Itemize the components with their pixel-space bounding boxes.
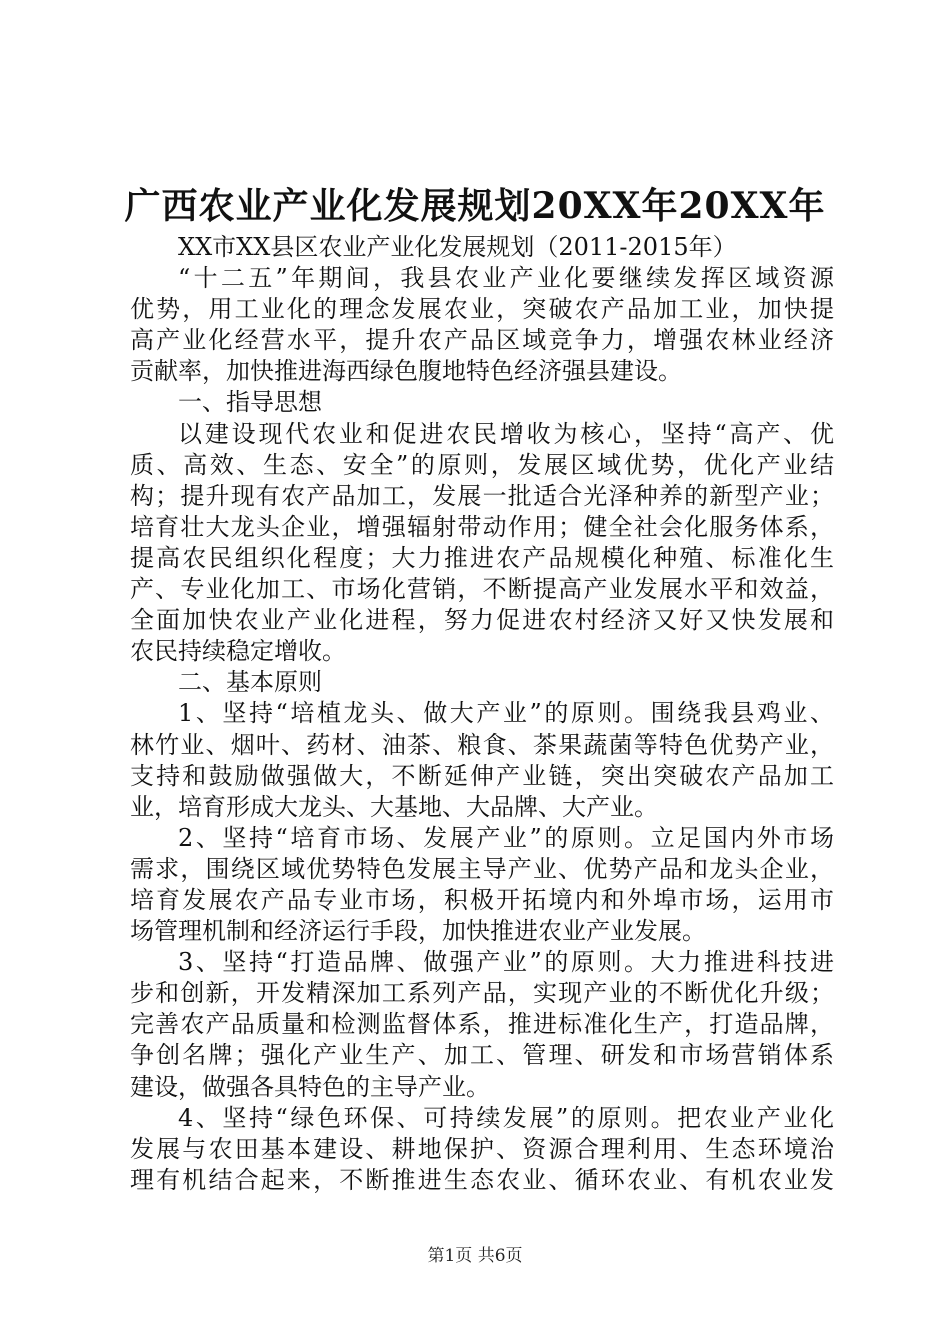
text-line: 业，培育形成大龙头、大基地、大品牌、大产业。 — [130, 792, 658, 821]
text-line: 优势，用工业化的理念发展农业，突破农产品加工业，加快提 — [130, 295, 834, 324]
text-line: “十二五”年期间，我县农业产业化要继续发挥区域资源 — [178, 264, 834, 293]
text-line: 完善农产品质量和检测监督体系，推进标准化生产，打造品牌， — [130, 1010, 834, 1039]
text-line: 建设，做强各具特色的主导产业。 — [130, 1072, 490, 1101]
text-line: 理有机结合起来，不断推进生态农业、循环农业、有机农业发 — [130, 1165, 834, 1194]
document-title: 广西农业产业化发展规划20XX年20XX年 — [124, 185, 826, 227]
text-line: 农民持续稳定增收。 — [130, 637, 346, 666]
text-line: 以建设现代农业和促进农民增收为核心，坚持“高产、优 — [178, 419, 834, 448]
text-line: 争创名牌；强化产业生产、加工、管理、研发和市场营销体系 — [130, 1041, 834, 1070]
text-line: 提高农民组织化程度；大力推进农产品规模化种殖、标准化生 — [130, 543, 834, 572]
text-line: 全面加快农业产业化进程，努力促进农村经济又好又快发展和 — [130, 606, 834, 635]
text-line: 发展与农田基本建设、耕地保护、资源合理利用、生态环境治 — [130, 1134, 834, 1163]
document-body — [130, 232, 834, 1196]
text-line: 培育发展农产品专业市场，积极开拓境内和外埠市场，运用市 — [130, 885, 834, 914]
text-line: 构；提升现有农产品加工，发展一批适合光泽种养的新型产业； — [130, 481, 834, 510]
text-line: 3、坚持“打造品牌、做强产业”的原则。大力推进科技进 — [178, 948, 834, 977]
text-line: 2、坚持“培育市场、发展产业”的原则。立足国内外市场 — [178, 823, 834, 852]
text-line: 质、高效、生态、安全”的原则，发展区域优势，优化产业结 — [130, 450, 834, 479]
text-line: 1、坚持“培植龙头、做大产业”的原则。围绕我县鸡业、 — [178, 699, 834, 728]
text-line: 产、专业化加工、市场化营销，不断提高产业发展水平和效益， — [130, 575, 834, 604]
text-line: XX市XX县区农业产业化发展规划（2011-2015年） — [178, 233, 737, 261]
text-line: 林竹业、烟叶、药材、油茶、粮食、茶果蔬菌等特色优势产业， — [130, 730, 834, 759]
text-line: 一、指导思想 — [178, 388, 322, 417]
text-line: 培育壮大龙头企业，增强辐射带动作用；健全社会化服务体系， — [130, 512, 834, 541]
text-line: 二、基本原则 — [178, 668, 322, 697]
text-line: 高产业化经营水平，提升农产品区域竞争力，增强农林业经济 — [130, 326, 834, 355]
text-line: 支持和鼓励做强做大，不断延伸产业链，突出突破农产品加工 — [130, 761, 834, 790]
page-footer: 第1页 共6页 — [427, 1246, 523, 1266]
text-line: 贡献率，加快推进海西绿色腹地特色经济强县建设。 — [130, 357, 682, 386]
text-line: 场管理机制和经济运行手段，加快推进农业产业发展。 — [130, 917, 706, 946]
text-line: 4、坚持“绿色环保、可持续发展”的原则。把农业产业化 — [178, 1103, 834, 1132]
text-line: 需求，围绕区域优势特色发展主导产业、优势产品和龙头企业， — [130, 854, 834, 883]
text-line: 步和创新，开发精深加工系列产品，实现产业的不断优化升级； — [130, 979, 834, 1008]
